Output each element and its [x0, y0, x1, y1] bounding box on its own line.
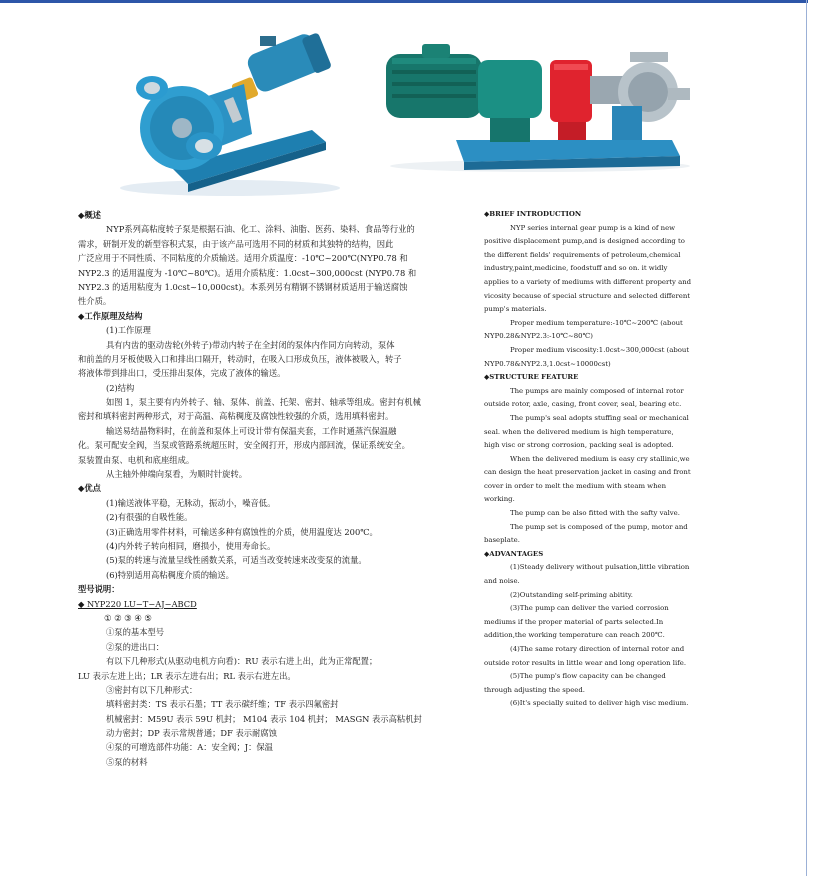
en-text-line: high visc or strong corrosion, packing seal is adopted. — [484, 441, 674, 450]
cn-text-line: (2)有很强的自吸性能。 — [106, 512, 193, 523]
en-text-line: industry,paint,medicine, foodstuff and so on. it widly — [484, 264, 668, 273]
en-text-line: (3)The pump can deliver the varied corrosion — [510, 604, 669, 613]
en-text-line: baseplate. — [484, 536, 520, 545]
cn-text-line: (4)内外转子转向相同，磨损小，使用寿命长。 — [106, 540, 276, 551]
gear-pump-photo — [112, 18, 344, 198]
cn-text-line: 广泛应用于不同性质、不同粘度的介质输送。适用介质温度：-10℃~200℃(NYP0.78 和 — [78, 253, 408, 264]
cn-text-line: 填料密封类：TS 表示石墨；TT 表示碳纤维；TF 表示四氟密封 — [106, 699, 339, 710]
cn-text-line: (1)工作原理 — [106, 325, 151, 336]
cn-text-line: 型号说明： — [78, 584, 120, 595]
en-text-line: outside rotor results in little wear and long operation life. — [484, 658, 687, 667]
cn-text-line: NYP2.3 的适用温度为 -10℃~80℃)。适用介质粘度：1.0cst~300,000cst (NYP0.78 和 — [78, 267, 417, 278]
en-text-line: ◆STRUCTURE FEATURE — [484, 373, 579, 382]
en-text-line: NYP0.28&NYP2.3:-10℃~80℃) — [484, 332, 593, 341]
en-text-line: (5)The pump's flow capacity can be changed — [510, 672, 666, 681]
cn-text-line: (3)正确选用零件材料，可输送多种有腐蚀性的介质，使用温度达 200℃。 — [106, 526, 378, 537]
cn-text-line: NYP2.3 的适用粘度为 1.0cst~10,000cst)。本系列另有精钢不锈钢材质适用于输送腐蚀 — [78, 281, 408, 292]
cn-text-line: 化。泵可配安全阀，当泵或管路系统超压时，安全阀打开，形成内部回流，保证系统安全。 — [78, 440, 410, 451]
en-text-line: seal. when the delivered medium is high temperature, — [484, 427, 674, 436]
en-text-line: (2)Outstanding self-priming abitity. — [510, 590, 633, 599]
cn-text-line: ⑤泵的材料 — [106, 756, 148, 767]
top-border-line — [0, 0, 808, 3]
en-text-line: cover in order to melt the medium with steam when — [484, 481, 667, 490]
cn-text-line: 需求，研制开发的新型容积式泵，由于该产品可选用不同的材质和其独特的结构，因此 — [78, 238, 394, 249]
cn-text-line: 如图 1，泵主要有内外转子、轴、泵体、前盖、托架、密封、轴承等组成。密封有机械 — [106, 397, 421, 408]
en-text-line: and noise. — [484, 577, 520, 586]
cn-text-line: 输送易结晶物料时，在前盖和泵体上可设计带有保温夹套，工作时通蒸汽保温融 — [106, 425, 397, 436]
cn-text-line: ④泵的可增选部件功能：A：安全阀；J：保温 — [106, 742, 273, 753]
cn-text-line: ②泵的进出口： — [106, 641, 165, 652]
cn-text-line: (1)输送液体平稳，无脉动，振动小，噪音低。 — [106, 497, 276, 508]
right-border-line — [806, 0, 807, 876]
cn-text-line: 性介质。 — [78, 296, 112, 307]
cn-text-line: ◆ NYP220 LU−T−AJ−ABCD — [78, 598, 197, 609]
en-text-line: (6)It's specially suited to deliver high visc medium. — [510, 699, 689, 708]
en-text-line: Proper medium temperature:-10℃~200℃ (about — [510, 318, 683, 327]
cn-text-line: 动力密封；DP 表示常规普通；DF 表示耐腐蚀 — [106, 728, 277, 739]
cn-text-line: 具有内齿的驱动齿轮(外转子)带动内转子在全封闭的泵体内作同方向转动，泵体 — [106, 339, 395, 350]
cn-text-line: LU 表示左进上出；LR 表示左进右出；RL 表示右进左出。 — [78, 670, 296, 681]
en-text-line: (4)The same rotary direction of internal rotor and — [510, 645, 685, 653]
cn-text-line: ①泵的基本型号 — [106, 627, 165, 638]
en-text-line: can design the heat preservation jacket in casing and front — [484, 468, 691, 477]
cn-text-line: 将液体带到排出口，受压排出泵体，完成了液体的输送。 — [78, 368, 286, 379]
en-text-line: ◆BRIEF INTRODUCTION — [484, 210, 582, 218]
en-text-line: NYP series internal gear pump is a kind of new — [510, 223, 676, 232]
en-text-line: (1)Steady delivery without pulsation,little vibration — [510, 563, 690, 572]
cn-text-line: (5)泵的转速与流量呈线性函数关系，可适当改变转速来改变泵的流量。 — [106, 555, 367, 566]
en-text-line: ◆ADVANTAGES — [484, 549, 544, 558]
cn-text-line: ◆工作原理及结构 — [78, 310, 143, 321]
cn-text-line: 泵装置由泵、电机和底座组成。 — [78, 454, 195, 465]
en-text-line: vicosity because of special structure and selected different — [484, 291, 691, 300]
cn-text-line: 密封和填料密封两种形式，对于高温、高粘稠度及腐蚀性较强的介质，选用填料密封。 — [78, 411, 394, 422]
en-text-line: applies to a variety of mediums with different property and — [484, 277, 692, 286]
en-text-line: through adjusting the speed. — [484, 685, 585, 694]
en-text-line: positive displacement pump,and is designed according to — [484, 237, 685, 246]
cn-text-line: ① ② ③ ④ ⑤ — [104, 612, 152, 623]
cn-text-line: 机械密封：M59U 表示 59U 机封； M104 表示 104 机封； MASGN 表示高粘机封 — [106, 713, 422, 724]
en-text-line: pump's materials. — [484, 305, 547, 314]
en-text-line: The pump's seal adopts stuffing seal or mechanical — [510, 413, 689, 422]
en-text-line: When the delivered medium is easy cry stallinic,we — [510, 454, 690, 463]
cn-text-line: 有以下几种形式(从驱动电机方向看)：RU 表示右进上出，此为正常配置； — [106, 656, 378, 667]
en-text-line: The pump can be also fitted with the safty valve. — [510, 509, 680, 518]
english-description-column — [484, 208, 732, 711]
en-text-line: Proper medium viscosity:1.0cst~300,000cst (about — [510, 345, 690, 354]
pump-set-photo — [378, 34, 702, 174]
en-text-line: mediums if the proper material of parts selected.In — [484, 617, 664, 626]
cn-text-line: ◆概述 — [78, 210, 101, 220]
en-text-line: The pumps are mainly composed of internal rotor — [510, 386, 684, 395]
chinese-description-column — [78, 208, 476, 769]
cn-text-line: NYP系列高粘度转子泵是根据石油、化工、涂料、油脂、医药、染料、食品等行业的 — [106, 224, 415, 235]
en-text-line: outside rotor, axle, casing, front cover, seal, bearing etc. — [484, 400, 682, 409]
en-text-line: the different fields' requirements of petroleum,chemical — [484, 250, 681, 259]
cn-text-line: 和前盖的月牙板使吸入口和排出口隔开，转动时，在吸入口形成负压，液体被吸入，转子 — [78, 353, 402, 364]
cn-text-line: (6)特别适用高粘稠度介质的输送。 — [106, 569, 234, 580]
cn-text-line: ◆优点 — [78, 483, 101, 494]
cn-text-line: (2)结构 — [106, 382, 135, 393]
en-text-line: The pump set is composed of the pump, motor and — [510, 522, 688, 531]
cn-text-line: 从主轴外伸端向泵看，为顺时针旋转。 — [106, 469, 248, 480]
en-text-line: addition,the working temperature can reach 200℃. — [484, 631, 665, 640]
en-text-line: working. — [484, 495, 515, 504]
cn-text-line: ③密封有以下几种形式： — [106, 684, 198, 695]
en-text-line: NYP0.78&NYP2.3,1.0cst~10000cst) — [484, 359, 611, 368]
